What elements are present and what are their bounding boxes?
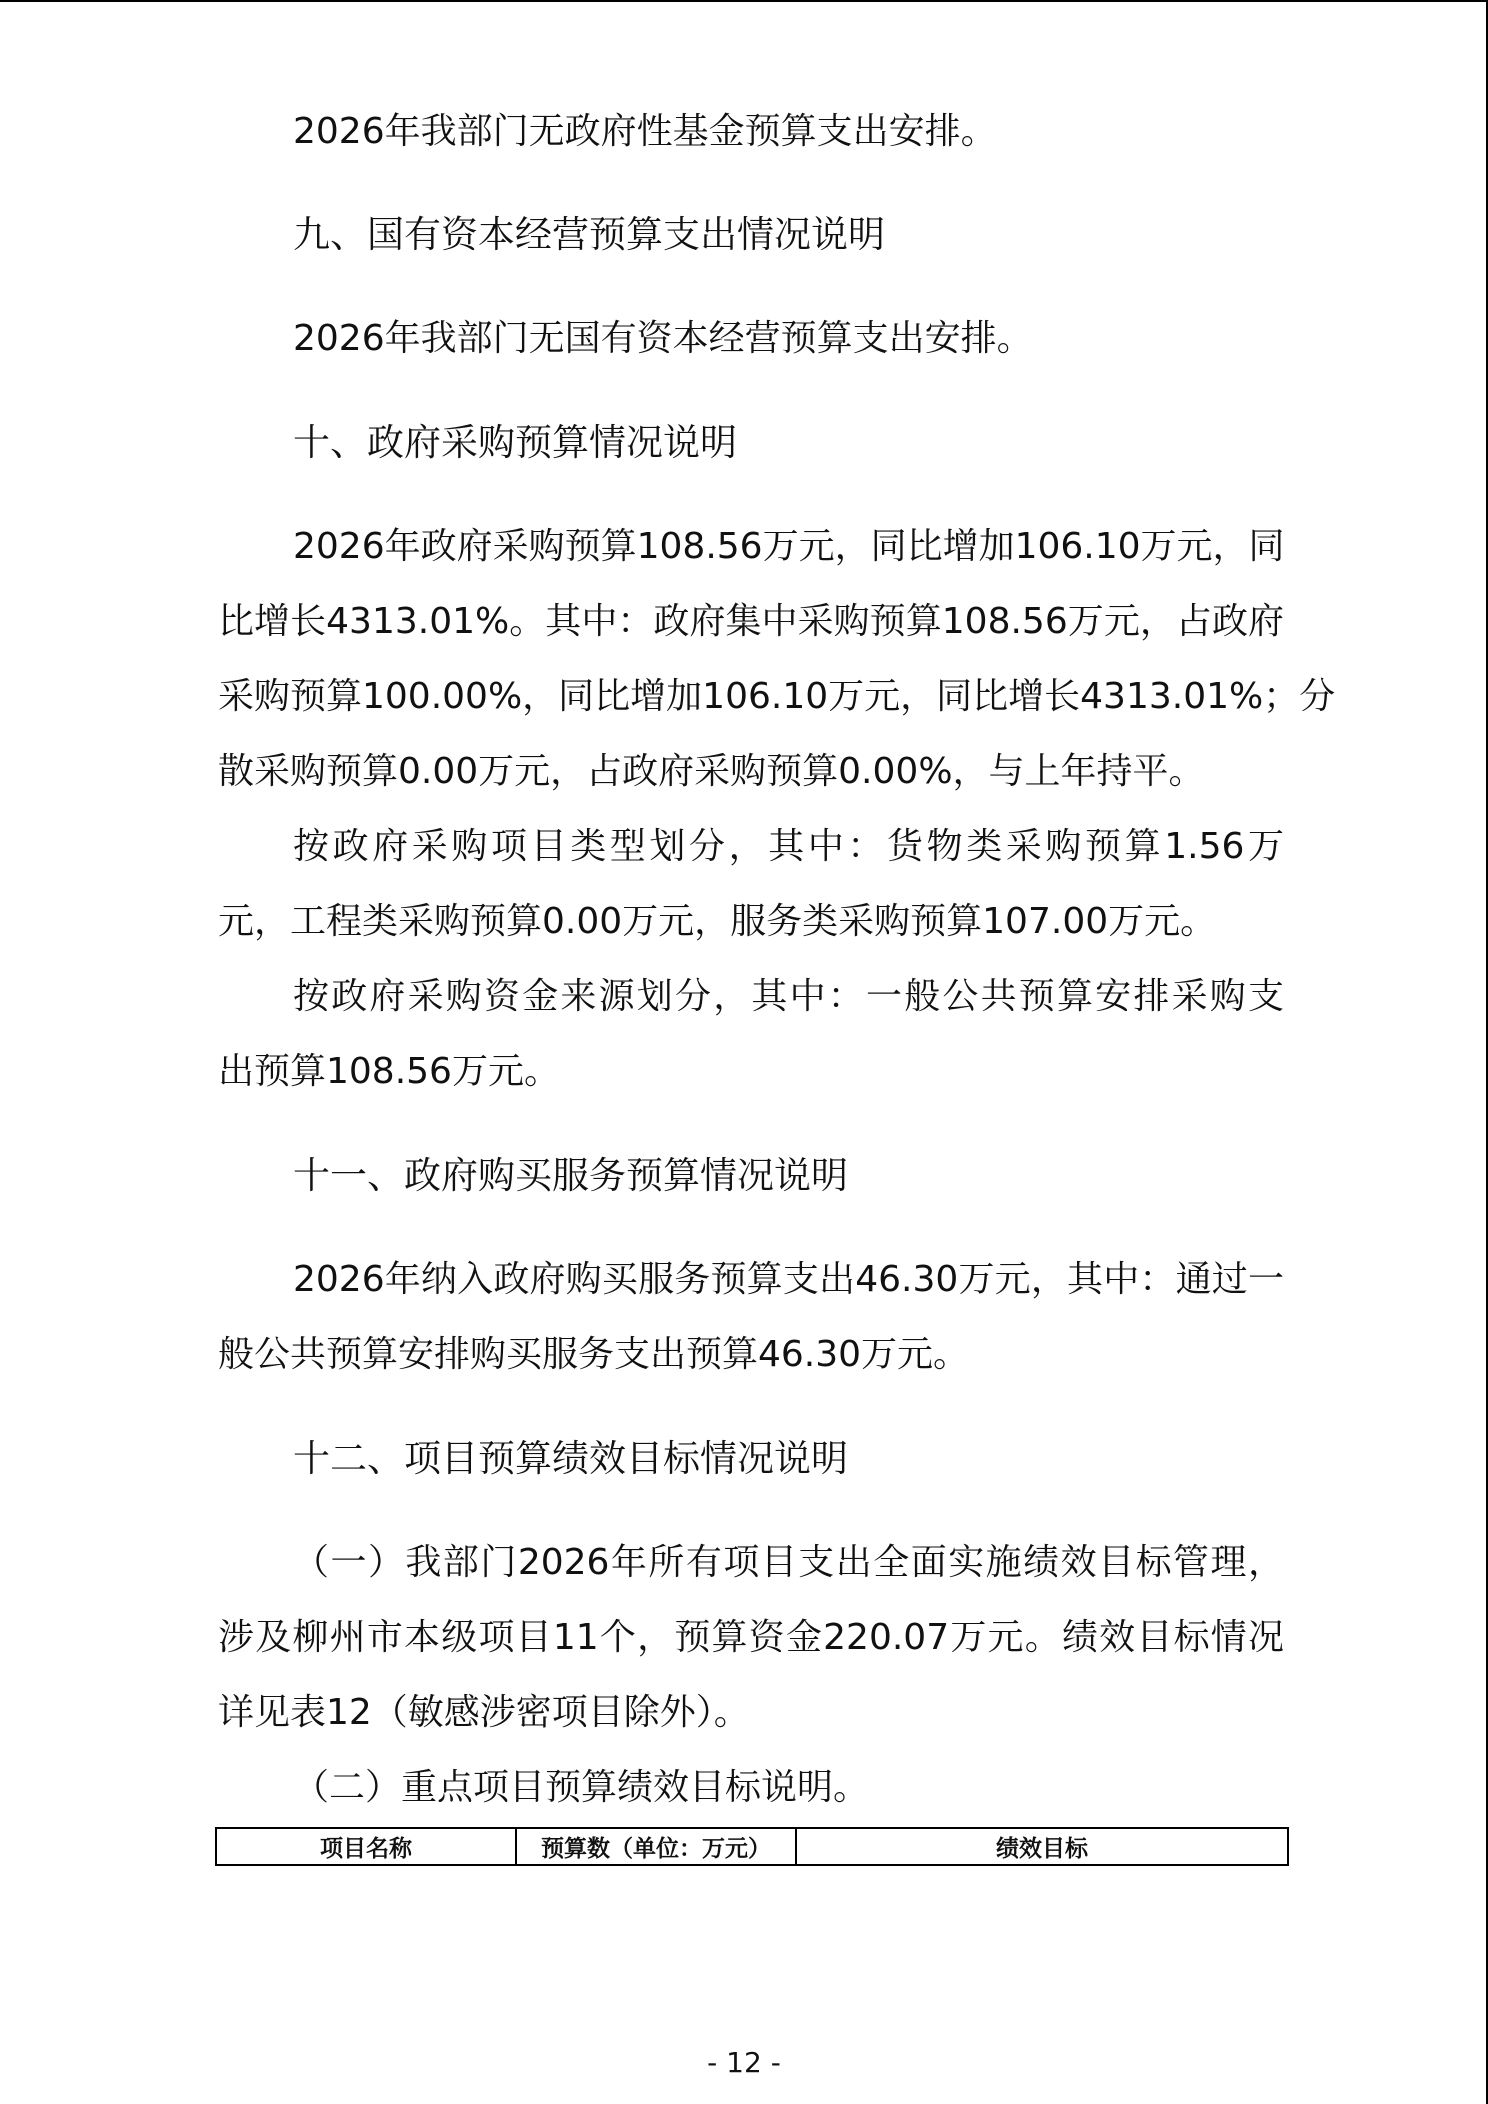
table-header-project-name: 项目名称 — [217, 1829, 517, 1864]
table-header-budget: 预算数（单位：万元） — [517, 1829, 797, 1864]
paragraph-performance-line-2: 涉及柳州市本级项目11个，预算资金220.07万元。绩效目标情况 — [218, 1617, 1284, 1658]
paragraph-performance-line-3: 详见表12（敏感涉密项目除外）。 — [218, 1692, 750, 1733]
paragraph-state-capital: 2026年我部门无国有资本经营预算支出安排。 — [293, 318, 1033, 359]
paragraph-purchased-services-line-1: 2026年纳入政府购买服务预算支出46.30万元，其中：通过一 — [293, 1259, 1284, 1300]
heading-section-11: 十一、政府购买服务预算情况说明 — [293, 1154, 848, 1197]
paragraph-government-fund: 2026年我部门无政府性基金预算支出安排。 — [293, 111, 997, 152]
page-number: - 12 - — [707, 2046, 781, 2079]
heading-section-9: 九、国有资本经营预算支出情况说明 — [293, 213, 885, 256]
table-header-performance-goal: 绩效目标 — [996, 1836, 1088, 1862]
paragraph-procurement-line-2: 比增长4313.01%。其中：政府集中采购预算108.56万元，占政府 — [218, 601, 1284, 642]
paragraph-key-project-goals: （二）重点项目预算绩效目标说明。 — [293, 1767, 870, 1808]
paragraph-procurement-source-line-1: 按政府采购资金来源划分，其中：一般公共预算安排采购支 — [293, 976, 1284, 1017]
performance-table-header — [215, 1827, 1289, 1866]
paragraph-procurement-line-1: 2026年政府采购预算108.56万元，同比增加106.10万元，同 — [293, 526, 1285, 567]
paragraph-procurement-line-3: 采购预算100.00%，同比增加106.10万元，同比增长4313.01%；分 — [218, 676, 1336, 717]
paragraph-procurement-line-4: 散采购预算0.00万元，占政府采购预算0.00%，与上年持平。 — [218, 751, 1205, 792]
heading-section-12: 十二、项目预算绩效目标情况说明 — [293, 1437, 848, 1480]
paragraph-procurement-source-line-2: 出预算108.56万元。 — [218, 1051, 560, 1092]
paragraph-procurement-type-line-1: 按政府采购项目类型划分，其中：货物类采购预算1.56万 — [293, 826, 1284, 867]
paragraph-purchased-services-line-2: 般公共预算安排购买服务支出预算46.30万元。 — [218, 1334, 970, 1375]
paragraph-performance-line-1: （一）我部门2026年所有项目支出全面实施绩效目标管理， — [293, 1542, 1284, 1583]
heading-section-10: 十、政府采购预算情况说明 — [293, 421, 737, 464]
paragraph-procurement-type-line-2: 元，工程类采购预算0.00万元，服务类采购预算107.00万元。 — [218, 901, 1217, 942]
